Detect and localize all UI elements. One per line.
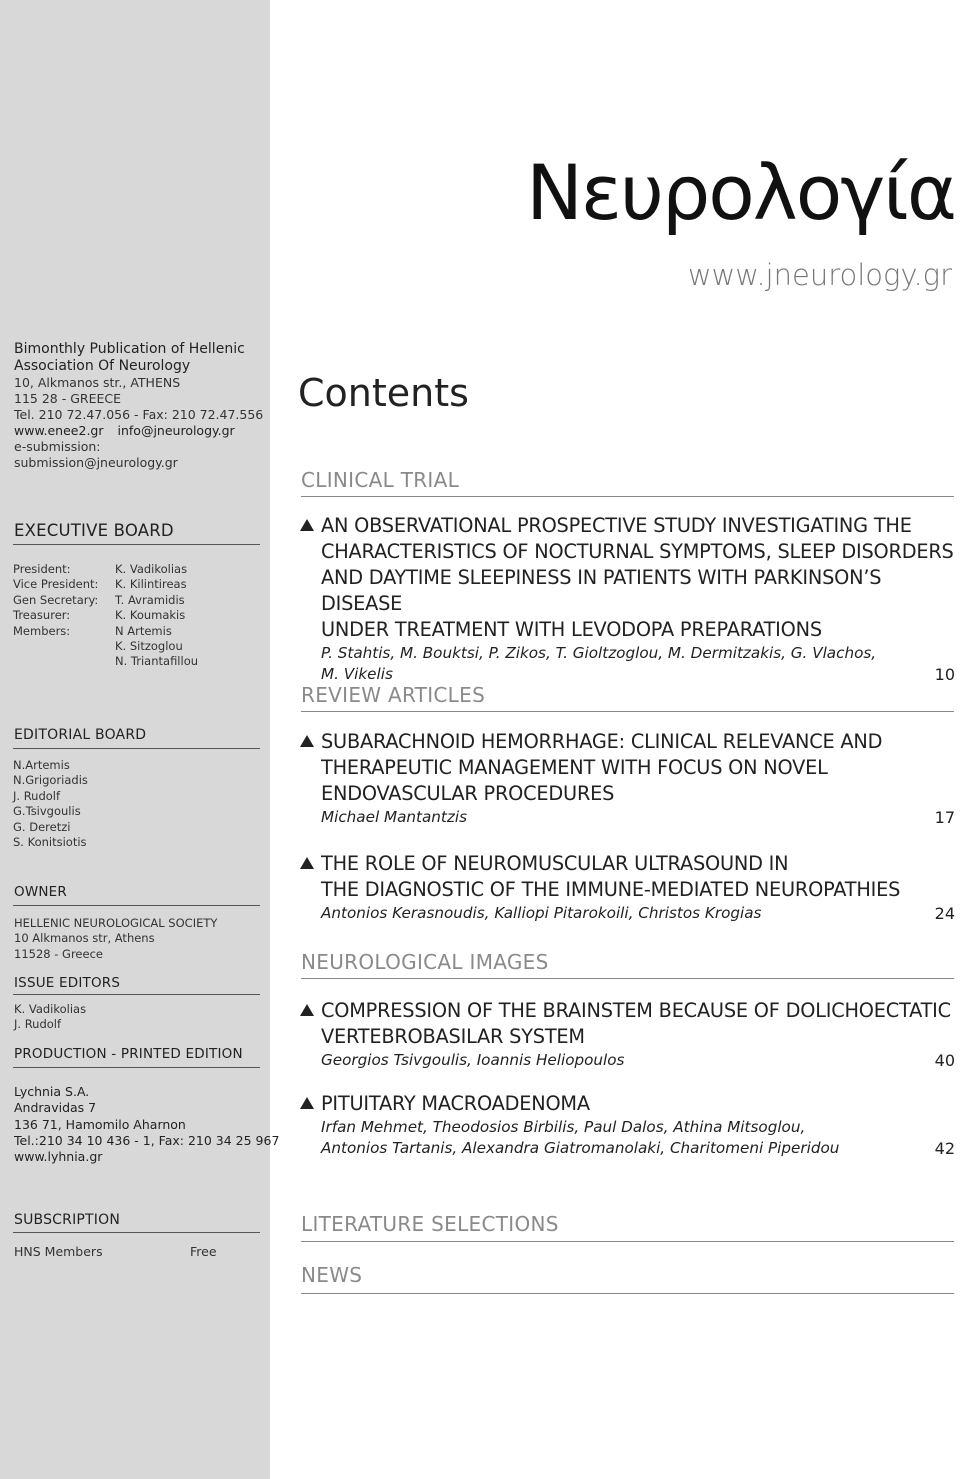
issue-editor-name: J. Rudolf [14,1017,62,1032]
page-number: 10 [934,665,955,684]
owner-line: 11528 - Greece [14,946,103,961]
website-link[interactable]: www.enee2.gr [14,423,104,438]
journal-title: Νευρολογία [526,148,955,237]
title-line: ENDOVASCULAR PROCEDURES [321,782,615,805]
title-line: UNDER TREATMENT WITH LEVODOPA PREPARATIONS [321,618,822,641]
role-label: Treasurer: [13,608,71,623]
author-line: Georgios Tsivgoulis, Ioannis Heliopoulos [321,1051,625,1069]
editor-name: N.Artemis [13,758,70,772]
member-name: K. Kilintireas [115,577,187,592]
title-line: COMPRESSION OF THE BRAINSTEM BECAUSE OF DOLICHOECTATIC [321,999,951,1022]
title-line: SUBARACHNOID HEMORRHAGE: CLINICAL RELEVANCE AND [321,730,883,753]
editor-name: N.Grigoriadis [13,773,88,788]
publication-line-2: Association Of Neurology [14,358,191,374]
role-label: Members: [13,623,71,638]
address-line-2: 115 28 - GREECE [14,391,121,406]
executive-board-title: EXECUTIVE BOARD [14,521,174,540]
editor-name: J. Rudolf [13,788,61,803]
title-line: THERAPEUTIC MANAGEMENT WITH FOCUS ON NOVEL [321,756,828,779]
production-line: Lychnia S.A. [14,1084,90,1099]
editor-name: G. Deretzi [13,819,71,834]
author-line: Michael Mantantzis [321,808,467,826]
email-link[interactable]: info@jneurology.gr [117,423,235,438]
triangle-bullet-icon [300,1004,314,1016]
author-line: Antonios Tartanis, Alexandra Giatromanolaki, Charitomeni Piperidou [321,1139,840,1157]
member-name: K. Koumakis [115,608,186,623]
section-literature-selections: LITERATURE SELECTIONS [301,1212,559,1236]
divider [13,905,260,906]
role-label: Vice President: [13,577,99,592]
article-authors [300,1117,955,1159]
triangle-bullet-icon [300,735,314,747]
divider [13,1232,260,1233]
divider [13,748,260,749]
subscription-row [14,1244,264,1259]
submission-email[interactable]: e-submission: submission@jneurology.gr [14,439,178,470]
article-entry[interactable] [300,1091,955,1159]
production-details [14,1084,279,1165]
article-authors [300,1050,955,1071]
production-line: 136 71, Hamomilo Aharnon [14,1116,186,1132]
title-line: PITUITARY MACROADENOMA [321,1092,590,1115]
divider [301,711,954,712]
role-label: Gen Secretary: [13,592,99,607]
publication-info [14,341,264,471]
editor-name: S. Konitsiotis [13,835,87,850]
issue-editors-title: ISSUE EDITORS [14,975,121,991]
triangle-bullet-icon [300,519,314,531]
title-line: AN OBSERVATIONAL PROSPECTIVE STUDY INVESTIGATING THE [321,514,912,537]
issue-editor-name: K. Vadikolias [14,1002,87,1016]
title-line: AND DAYTIME SLEEPINESS IN PATIENTS WITH PARKINSON’S DISEASE [321,566,882,615]
divider [301,1241,954,1242]
divider [301,978,954,979]
production-title: PRODUCTION - PRINTED EDITION [14,1046,243,1062]
production-line: Tel.:210 34 10 436 - 1, Fax: 210 34 25 967 [14,1132,280,1148]
section-clinical-trial: CLINICAL TRIAL [301,468,460,492]
page-number: 40 [934,1051,955,1070]
journal-website[interactable]: www.jneurology.gr [687,258,952,292]
title-line: THE ROLE OF NEUROMUSCULAR ULTRASOUND IN [321,852,789,875]
triangle-bullet-icon [300,1097,314,1109]
page-number: 24 [934,904,955,923]
author-line: M. Vikelis [321,665,393,683]
article-entry[interactable] [300,729,955,828]
article-title [300,513,955,643]
article-title [300,729,955,807]
section-review-articles: REVIEW ARTICLES [301,683,486,707]
member-name: K. Vadikolias [115,562,188,576]
production-line: Andravidas 7 [14,1100,97,1116]
subscription-title: SUBSCRIPTION [14,1212,121,1228]
divider [301,496,954,497]
section-news: NEWS [301,1263,363,1287]
title-line: VERTEBROBASILAR SYSTEM [321,1025,585,1048]
article-title [300,1091,955,1117]
article-authors [300,643,955,685]
owner-line: HELLENIC NEUROLOGICAL SOCIETY [14,916,218,930]
publication-line-1: Bimonthly Publication of Hellenic [14,341,245,357]
article-authors [300,903,955,924]
executive-names [115,562,265,670]
triangle-bullet-icon [300,857,314,869]
title-line: CHARACTERISTICS OF NOCTURNAL SYMPTOMS, SLEEP DISORDERS [321,540,954,563]
editor-name: G.Tsivgoulis [13,804,81,819]
phone-fax: Tel. 210 72.47.056 - Fax: 210 72.47.556 [14,407,264,422]
article-entry[interactable] [300,851,955,924]
editorial-names [13,758,88,850]
divider [301,1293,954,1294]
address-line-1: 10, Alkmanos str., ATHENS [14,375,181,390]
article-entry[interactable] [300,513,955,685]
member-name: K. Sitzoglou [115,639,183,654]
member-name: T. Avramidis [115,592,185,607]
author-line: Antonios Kerasnoudis, Kalliopi Pitarokoili, Christos Krogias [321,904,762,922]
article-entry[interactable] [300,998,955,1071]
web-contacts [14,423,264,439]
executive-roles [13,562,108,639]
page-number: 42 [934,1139,955,1158]
subscription-member-label: HNS Members [14,1244,103,1259]
member-name: N Artemis [115,623,172,638]
page-number: 17 [934,808,955,827]
article-authors [300,807,955,828]
contents-heading: Contents [298,371,469,415]
section-neurological-images: NEUROLOGICAL IMAGES [301,950,549,974]
divider [13,1067,260,1068]
owner-title: OWNER [14,884,67,900]
article-title [300,998,955,1050]
issue-editors-names [14,1002,86,1033]
author-line: P. Stahtis, M. Bouktsi, P. Zikos, T. Gioltzoglou, M. Dermitzakis, G. Vlachos, [321,644,877,662]
owner-line: 10 Alkmanos str, Athens [14,931,155,946]
subscription-price: Free [190,1244,217,1259]
title-line: THE DIAGNOSTIC OF THE IMMUNE-MEDIATED NEUROPATHIES [321,878,901,901]
role-label: President: [13,562,71,576]
article-title [300,851,955,903]
divider [13,544,260,545]
member-name: N. Triantafillou [115,654,199,669]
owner-details [14,916,217,962]
production-website[interactable]: www.lyhnia.gr [14,1149,103,1165]
editorial-board-title: EDITORIAL BOARD [14,727,147,743]
author-line: Irfan Mehmet, Theodosios Birbilis, Paul Dalos, Athina Mitsoglou, [321,1118,806,1136]
divider [13,994,260,995]
